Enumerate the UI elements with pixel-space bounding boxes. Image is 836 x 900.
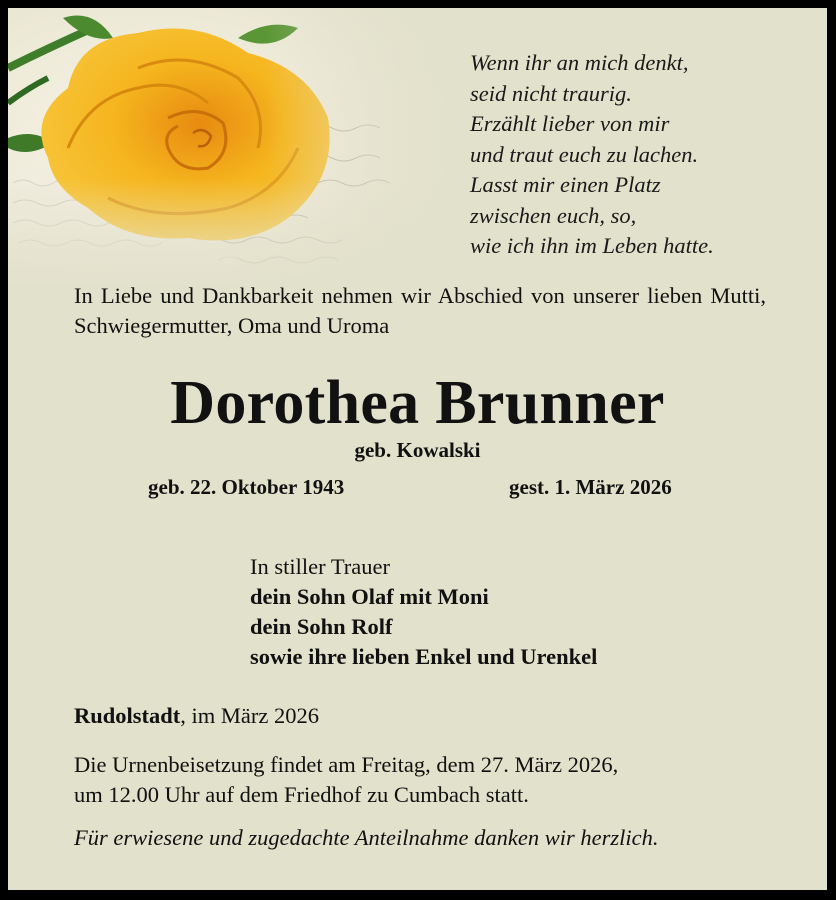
place-city: Rudolstadt bbox=[74, 703, 181, 728]
rose-on-book-image bbox=[8, 8, 478, 293]
place-month: , im März 2026 bbox=[180, 703, 320, 728]
poem-line: seid nicht traurig. bbox=[470, 80, 632, 106]
intro-text: In Liebe und Dankbarkeit nehmen wir Abschied von unserer lieben Mutti, Schwiegermutter, Oma und Uroma bbox=[74, 283, 766, 338]
burial-line: um 12.00 Uhr auf dem Friedhof zu Cumbach statt. bbox=[74, 782, 529, 807]
maiden-name: geb. Kowalski bbox=[354, 438, 481, 462]
birth-date: geb. 22. Oktober 1943 bbox=[148, 475, 345, 499]
poem-line: Erzählt lieber von mir bbox=[470, 111, 670, 136]
thanks-text: Für erwiesene und zugedachte Anteilnahme danken wir herzlich. bbox=[74, 825, 659, 850]
poem-line: und traut euch zu lachen. bbox=[470, 141, 699, 167]
burial-notice bbox=[74, 750, 618, 810]
mourning-heading: In stiller Trauer bbox=[250, 554, 390, 579]
mourner-line: dein Sohn Olaf mit Moni bbox=[250, 584, 489, 609]
mourner-line: sowie ihre lieben Enkel und Urenkel bbox=[250, 644, 598, 669]
poem bbox=[470, 48, 714, 262]
poem-line: Lasst mir einen Platz bbox=[470, 172, 661, 197]
death-date: gest. 1. März 2026 bbox=[509, 475, 672, 499]
deceased-name: Dorothea Brunner bbox=[170, 369, 665, 437]
poem-line: zwischen euch, so, bbox=[470, 202, 637, 228]
place-date bbox=[74, 703, 319, 729]
poem-line: wie ich ihn im Leben hatte. bbox=[470, 233, 714, 258]
mourner-line: dein Sohn Rolf bbox=[250, 614, 393, 639]
burial-line: Die Urnenbeisetzung findet am Freitag, dem 27. März 2026, bbox=[74, 752, 619, 777]
poem-line: Wenn ihr an mich denkt, bbox=[470, 50, 689, 75]
mourners-block bbox=[250, 552, 597, 672]
obituary-card bbox=[8, 8, 827, 890]
